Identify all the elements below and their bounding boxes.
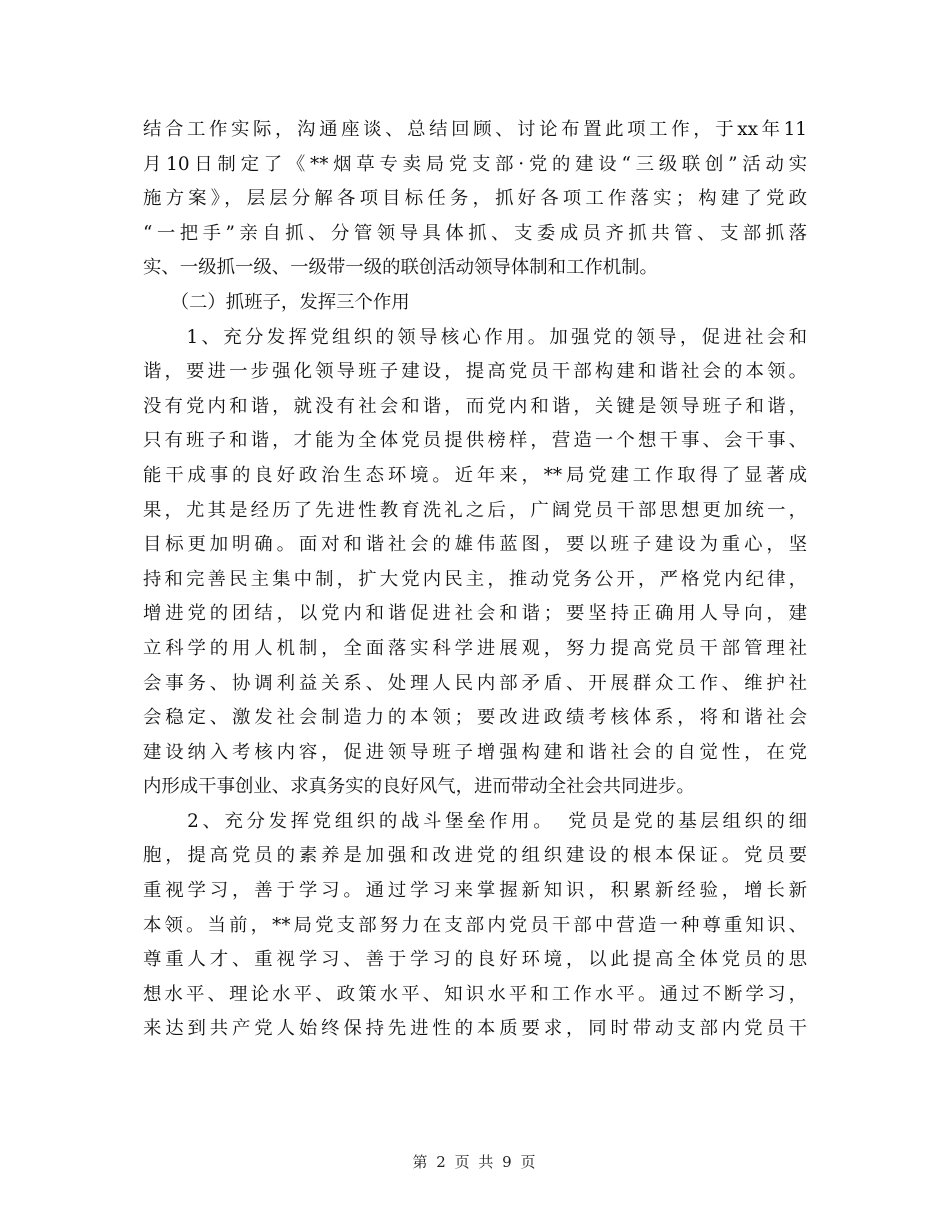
text-line: 来达到共产党人始终保持先进性的本质要求，同时带动支部内党员干 bbox=[143, 1018, 807, 1040]
text-line: 胞，提高党员的素养是加强和改进党的组织建设的根本保证。党员要 bbox=[143, 845, 807, 867]
text-line: 增进党的团结，以党内和谐促进社会和谐；要坚持正确用人导向，建 bbox=[143, 603, 807, 625]
text-line: 想水平、理论水平、政策水平、知识水平和工作水平。通过不断学习， bbox=[143, 983, 807, 1005]
text-line: 持和完善民主集中制，扩大党内民主，推动党务公开，严格党内纪律， bbox=[143, 568, 807, 590]
page-number-footer: 第 2 页 共 9 页 bbox=[412, 1153, 538, 1171]
text-line: “一把手”亲自抓、分管领导具体抓、支委成员齐抓共管、支部抓落 bbox=[143, 222, 807, 244]
body-text bbox=[143, 113, 807, 1047]
text-line: 目标更加明确。面对和谐社会的雄伟蓝图，要以班子建设为重心，坚 bbox=[143, 534, 807, 556]
text-line: 立科学的用人机制，全面落实科学进展观，努力提高党员干部管理社 bbox=[143, 637, 807, 659]
text-line: 月10日制定了《**烟草专卖局党支部·党的建设“三级联创”活动实 bbox=[143, 153, 807, 175]
text-line: 尊重人才、重视学习、善于学习的良好环境，以此提高全体党员的思 bbox=[143, 949, 807, 971]
text-line: 内形成干事创业、求真务实的良好风气，进而带动全社会共同进步。 bbox=[143, 776, 695, 798]
text-line: 重视学习，善于学习。通过学习来掌握新知识，积累新经验，增长新 bbox=[143, 880, 807, 902]
text-line: 2、充分发挥党组织的战斗堡垒作用。 党员是党的基层组织的细 bbox=[143, 810, 807, 832]
text-line: 能干成事的良好政治生态环境。近年来，**局党建工作取得了显著成 bbox=[143, 464, 807, 486]
text-line: 只有班子和谐，才能为全体党员提供榜样，营造一个想干事、会干事、 bbox=[143, 430, 807, 452]
text-line: 本领。当前，**局党支部努力在支部内党员干部中营造一种尊重知识、 bbox=[143, 914, 807, 936]
text-line: 实、一级抓一级、一级带一级的联创活动领导体制和工作机制。 bbox=[143, 257, 658, 279]
text-line: 果，尤其是经历了先进性教育洗礼之后，广阔党员干部思想更加统一， bbox=[143, 499, 807, 521]
text-line: 会稳定、激发社会制造力的本领；要改进政绩考核体系，将和谐社会 bbox=[143, 707, 807, 729]
text-line: 没有党内和谐，就没有社会和谐，而党内和谐，关键是领导班子和谐， bbox=[143, 395, 807, 417]
text-line: 会事务、协调利益关系、处理人民内部矛盾、开展群众工作、维护社 bbox=[143, 672, 807, 694]
text-line: 建设纳入考核内容，促进领导班子增强构建和谐社会的自觉性，在党 bbox=[143, 741, 807, 763]
text-line: 施方案》，层层分解各项目标任务，抓好各项工作落实；构建了党政 bbox=[143, 188, 807, 210]
section-heading: （二）抓班子，发挥三个作用 bbox=[143, 291, 410, 313]
text-line: 1、充分发挥党组织的领导核心作用。加强党的领导，促进社会和 bbox=[143, 326, 807, 348]
text-line: 结合工作实际，沟通座谈、总结回顾、讨论布置此项工作，于xx年11 bbox=[143, 119, 807, 140]
text-line: 谐，要进一步强化领导班子建设，提高党员干部构建和谐社会的本领。 bbox=[143, 361, 807, 383]
